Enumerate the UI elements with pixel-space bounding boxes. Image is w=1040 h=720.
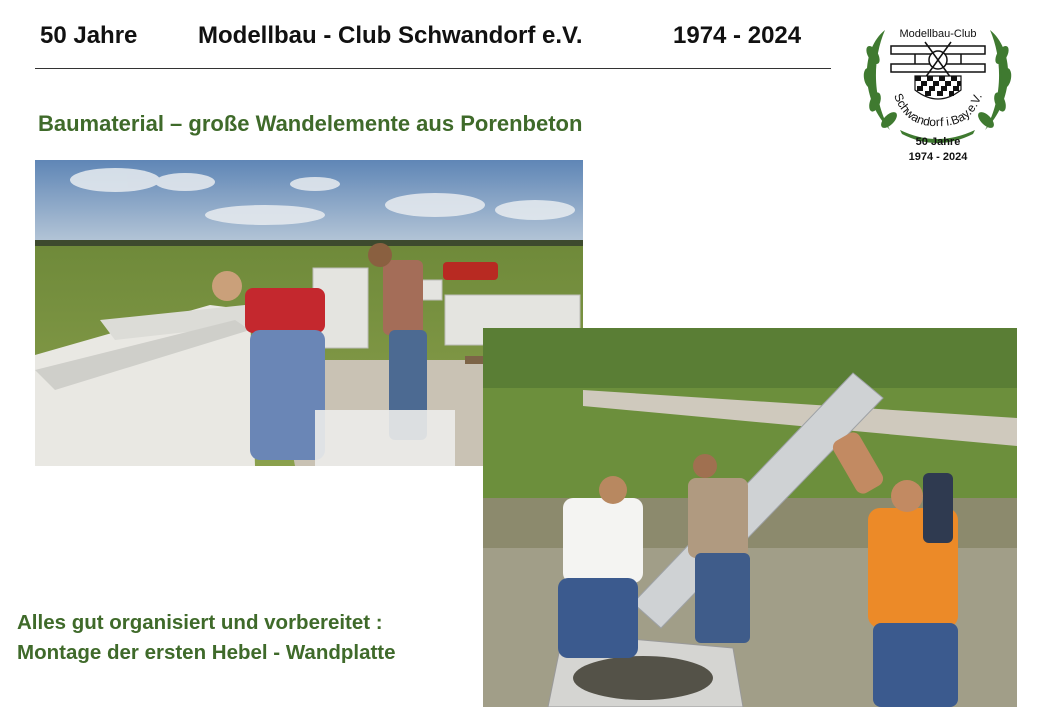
header-divider [35,68,831,69]
header-club-name: Modellbau - Club Schwandorf e.V. [198,22,583,49]
biplane-icon [891,42,985,78]
header-years-label: 50 Jahre [40,22,138,49]
logo-top-text: Modellbau-Club [899,28,977,40]
checkered-shield-icon [915,76,961,99]
photo-caption [17,608,396,668]
header-year-range: 1974 - 2024 [673,22,802,49]
logo-years: 1974 - 2024 [908,151,968,163]
logo-arc-text: Schwandorf i.Bay.e.V. [891,91,985,130]
logo-anniversary: 50 Jahre [915,136,961,148]
club-logo [855,20,1020,165]
caption-line-2: Montage der ersten Hebel - Wandplatte [17,641,396,664]
page-subtitle: Baumaterial – große Wandelemente aus Porenbeton [38,111,583,136]
photo-lifting-wall-panel [483,328,1017,707]
caption-line-1: Alles gut organisiert und vorbereitet : [17,611,383,634]
